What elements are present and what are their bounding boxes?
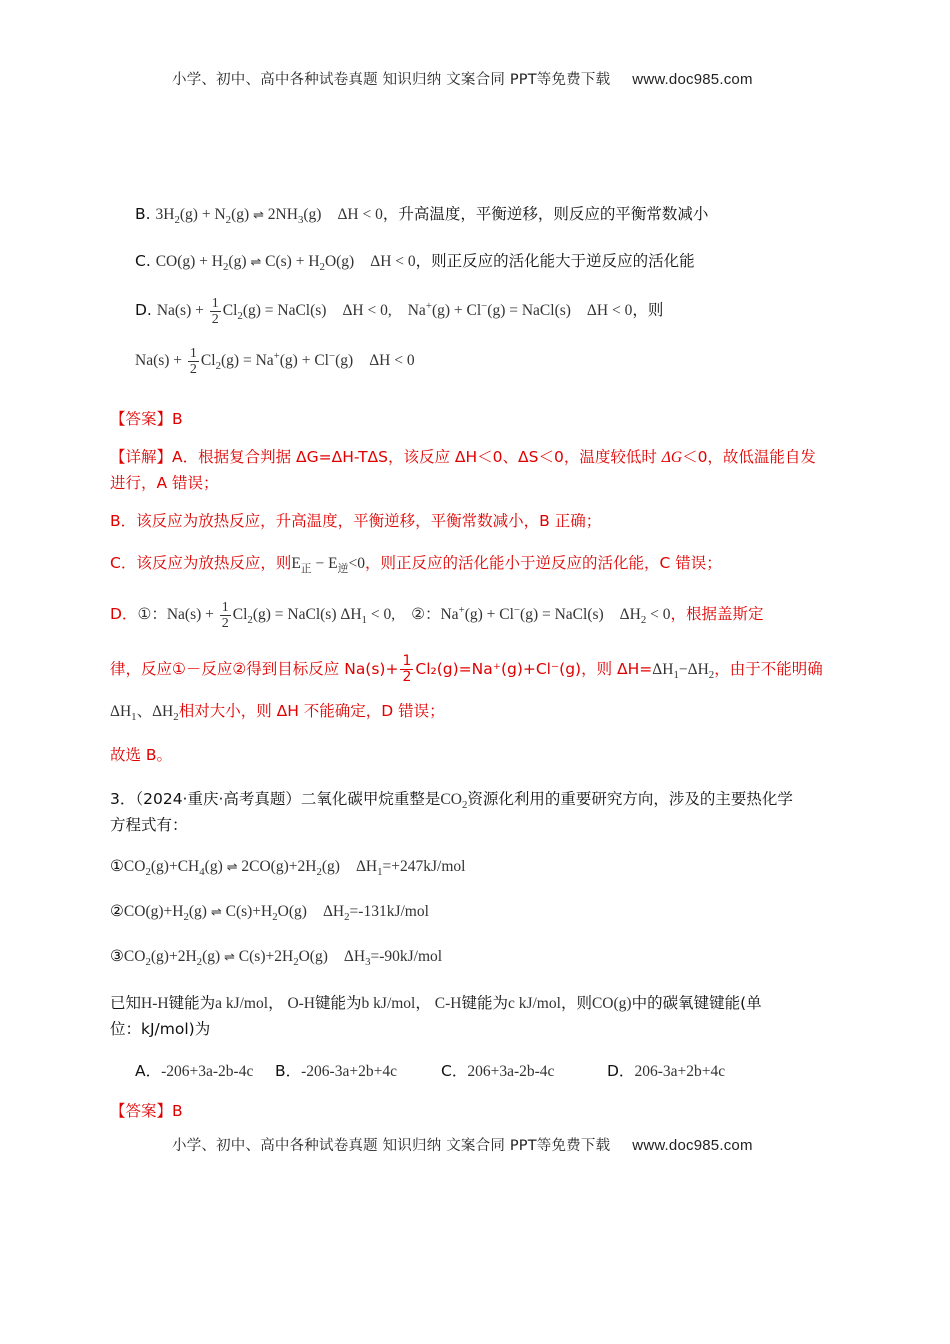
page-header	[172, 68, 753, 89]
bond-c: c kJ/mol	[507, 995, 561, 1012]
eq3-formula: $CO_2(g)+2H_2(g)$ ⇌ $C(s)+2H_2O(g)$ $\Delta H_3=-90kJ$/mol	[123, 948, 443, 969]
option-label: B．	[275, 1062, 302, 1080]
bond-text8: 中的碳氧键键能(单	[631, 994, 762, 1012]
detail-d-frac: $\frac{1}{2}$	[402, 653, 412, 685]
bond-b: b kJ/mol	[361, 995, 416, 1012]
option-d-equation-1: Na(s) + $\frac{1}{2}$ $Cl_2(g)$ = NaCl(s) ΔH < 0, Na+(g) + Cl−(g) = NaCl(s) ΔH < 0	[156, 296, 633, 327]
detail-d-text4: ，由于不能明确	[714, 660, 823, 678]
q2-answer: 【答案】B	[110, 410, 183, 428]
detail-d-math2: $\Delta H_1-\Delta H_2$	[652, 661, 715, 682]
q3-bond-line2: 位：kJ/mol)为	[110, 1020, 211, 1038]
eq2-number: ②	[110, 902, 124, 920]
detail-d-math3: $\Delta H_1$、$\Delta H_2$	[110, 703, 179, 724]
q2-detail-a2: 进行，A 错误；	[110, 474, 219, 492]
q3-equation-2	[110, 900, 429, 923]
q3-option-d[interactable]	[607, 1060, 725, 1083]
q3-answer: 【答案】B	[110, 1102, 183, 1120]
page-footer	[172, 1134, 753, 1155]
bond-text2: 键能为	[168, 994, 216, 1012]
detail-d-label: D．	[110, 605, 138, 624]
eq1-formula: $CO_2(g)+CH_4(g)$ ⇌ $2CO(g)+2H_2(g)$ $\Delta H_1=+247kJ$/mol	[123, 858, 466, 879]
detail-a-text2: ＜0，故低温能自发	[682, 448, 816, 466]
option-d-line2	[135, 346, 415, 377]
detail-d-text3: Cl₂(g)=Na⁺(g)+Cl⁻(g)，则 ΔH=	[415, 660, 653, 678]
option-b-label: B.	[135, 205, 151, 223]
q2-detail-c	[110, 552, 722, 575]
option-c-equation: $CO(g) + H_2(g)$ ⇌ $C(s) + H_2O(g) \Delta H < 0$	[155, 253, 416, 274]
detail-d-text: ，根据盖斯定	[670, 605, 764, 624]
option-b-text: ，升高温度，平衡逆移，则反应的平衡常数减小	[382, 205, 709, 223]
q3-co2: $CO_2$	[440, 791, 468, 812]
q3-equation-1	[110, 855, 465, 878]
option-b-equation: $3H_2(g) + N_2(g)$ ⇌ $2NH_3(g) \Delta H < 0$	[155, 206, 383, 227]
bond-text3: ，	[268, 994, 284, 1012]
option-c	[135, 250, 695, 273]
detail-d-text5: 相对大小，则 ΔH 不能确定，D 错误；	[178, 702, 445, 720]
q2-detail-d	[110, 600, 764, 631]
q3-equation-3	[110, 945, 442, 968]
option-label: C．	[441, 1062, 468, 1080]
bond-text7: ，则	[560, 994, 592, 1012]
option-c-text: ，则正反应的活化能大于逆反应的活化能	[415, 252, 695, 270]
bond-text6: 键能为	[461, 994, 508, 1012]
detail-a-text: A．根据复合判据 ΔG=ΔH-TΔS，该反应 ΔH＜0、ΔS＜0，温度较低时	[172, 448, 662, 466]
q3-stem	[110, 788, 793, 811]
footer-url[interactable]: www.doc985.com	[632, 1137, 753, 1154]
q2-conclusion: 故选 B。	[110, 746, 173, 764]
option-value: -206+3a-2b-4c	[161, 1063, 254, 1080]
detail-c-math: $E_正 - E_逆<0$	[291, 555, 365, 576]
q2-detail-d3	[110, 700, 445, 723]
option-d-text: ，则	[632, 301, 664, 320]
detail-d-text2: 律，反应①－反应②得到目标反应 Na(s)+	[110, 660, 399, 678]
eq3-number: ③	[110, 947, 124, 965]
q2-detail-b: B．该反应为放热反应，升高温度，平衡逆移，平衡常数减小，B 正确；	[110, 512, 602, 530]
bond-text5: ，	[415, 994, 431, 1012]
option-d	[135, 296, 663, 327]
option-value: -206-3a+2b+4c	[301, 1063, 397, 1080]
bond-ch: C-H	[430, 995, 462, 1012]
option-label: A．	[135, 1062, 162, 1080]
q3-stem-2: 方程式有：	[110, 816, 188, 834]
bond-text4: 键能为	[315, 994, 362, 1012]
q2-detail-a	[110, 446, 816, 469]
option-c-label: C.	[135, 252, 151, 270]
q3-stem-text2: 资源化利用的重要研究方向，涉及的主要热化学	[467, 790, 793, 808]
detail-c-text: C．该反应为放热反应，则	[110, 554, 292, 572]
footer-text: 小学、初中、高中各种试卷真题 知识归纳 文案合同 PPT等免费下载	[172, 1138, 611, 1154]
bond-text1: 已知	[110, 994, 142, 1012]
header-url[interactable]: www.doc985.com	[632, 71, 753, 88]
bond-a: a kJ/mol	[215, 995, 269, 1012]
q2-detail-d2	[110, 654, 823, 685]
q3-option-b[interactable]	[275, 1060, 441, 1083]
detail-label: 【详解】	[110, 448, 173, 466]
option-value: 206+3a-2b-4c	[467, 1063, 555, 1080]
option-label: D．	[607, 1062, 635, 1080]
bond-hh: H-H	[141, 995, 169, 1012]
option-d-equation-2: Na(s) + $\frac{1}{2}$ $Cl_2(g) = Na^+(g) + Cl^-(g) \Delta H < 0$	[135, 346, 415, 377]
bond-co: CO(g)	[591, 995, 632, 1012]
eq1-number: ①	[110, 857, 124, 875]
detail-c-text2: ，则正反应的活化能小于逆反应的活化能，C 错误；	[364, 554, 722, 572]
q3-option-a[interactable]	[135, 1060, 275, 1083]
option-value: 206-3a+2b+4c	[634, 1063, 726, 1080]
detail-a-dg: ΔG	[661, 449, 683, 466]
header-text: 小学、初中、高中各种试卷真题 知识归纳 文案合同 PPT等免费下载	[172, 72, 611, 88]
q3-bond-line	[110, 992, 762, 1015]
option-d-label: D.	[135, 301, 152, 320]
eq2-formula: $CO(g)+H_2(g)$ ⇌ $C(s)+H_2O(g)$ $\Delta H_2=-131kJ$/mol	[123, 903, 429, 924]
option-b	[135, 203, 708, 226]
q3-stem-text1: 3．（2024·重庆·高考真题）二氧化碳甲烷重整是	[110, 790, 441, 808]
q3-option-c[interactable]	[441, 1060, 607, 1083]
detail-d-math: ①：Na(s) + $\frac{1}{2}$ $Cl_2(g)$ = NaCl(s) $\Delta H_1 < 0$, ②：Na+(g) + Cl−(g) = NaCl(s) $\Delta H_2 < 0$	[137, 600, 671, 631]
q3-options	[135, 1060, 855, 1083]
bond-oh: O-H	[283, 995, 316, 1012]
